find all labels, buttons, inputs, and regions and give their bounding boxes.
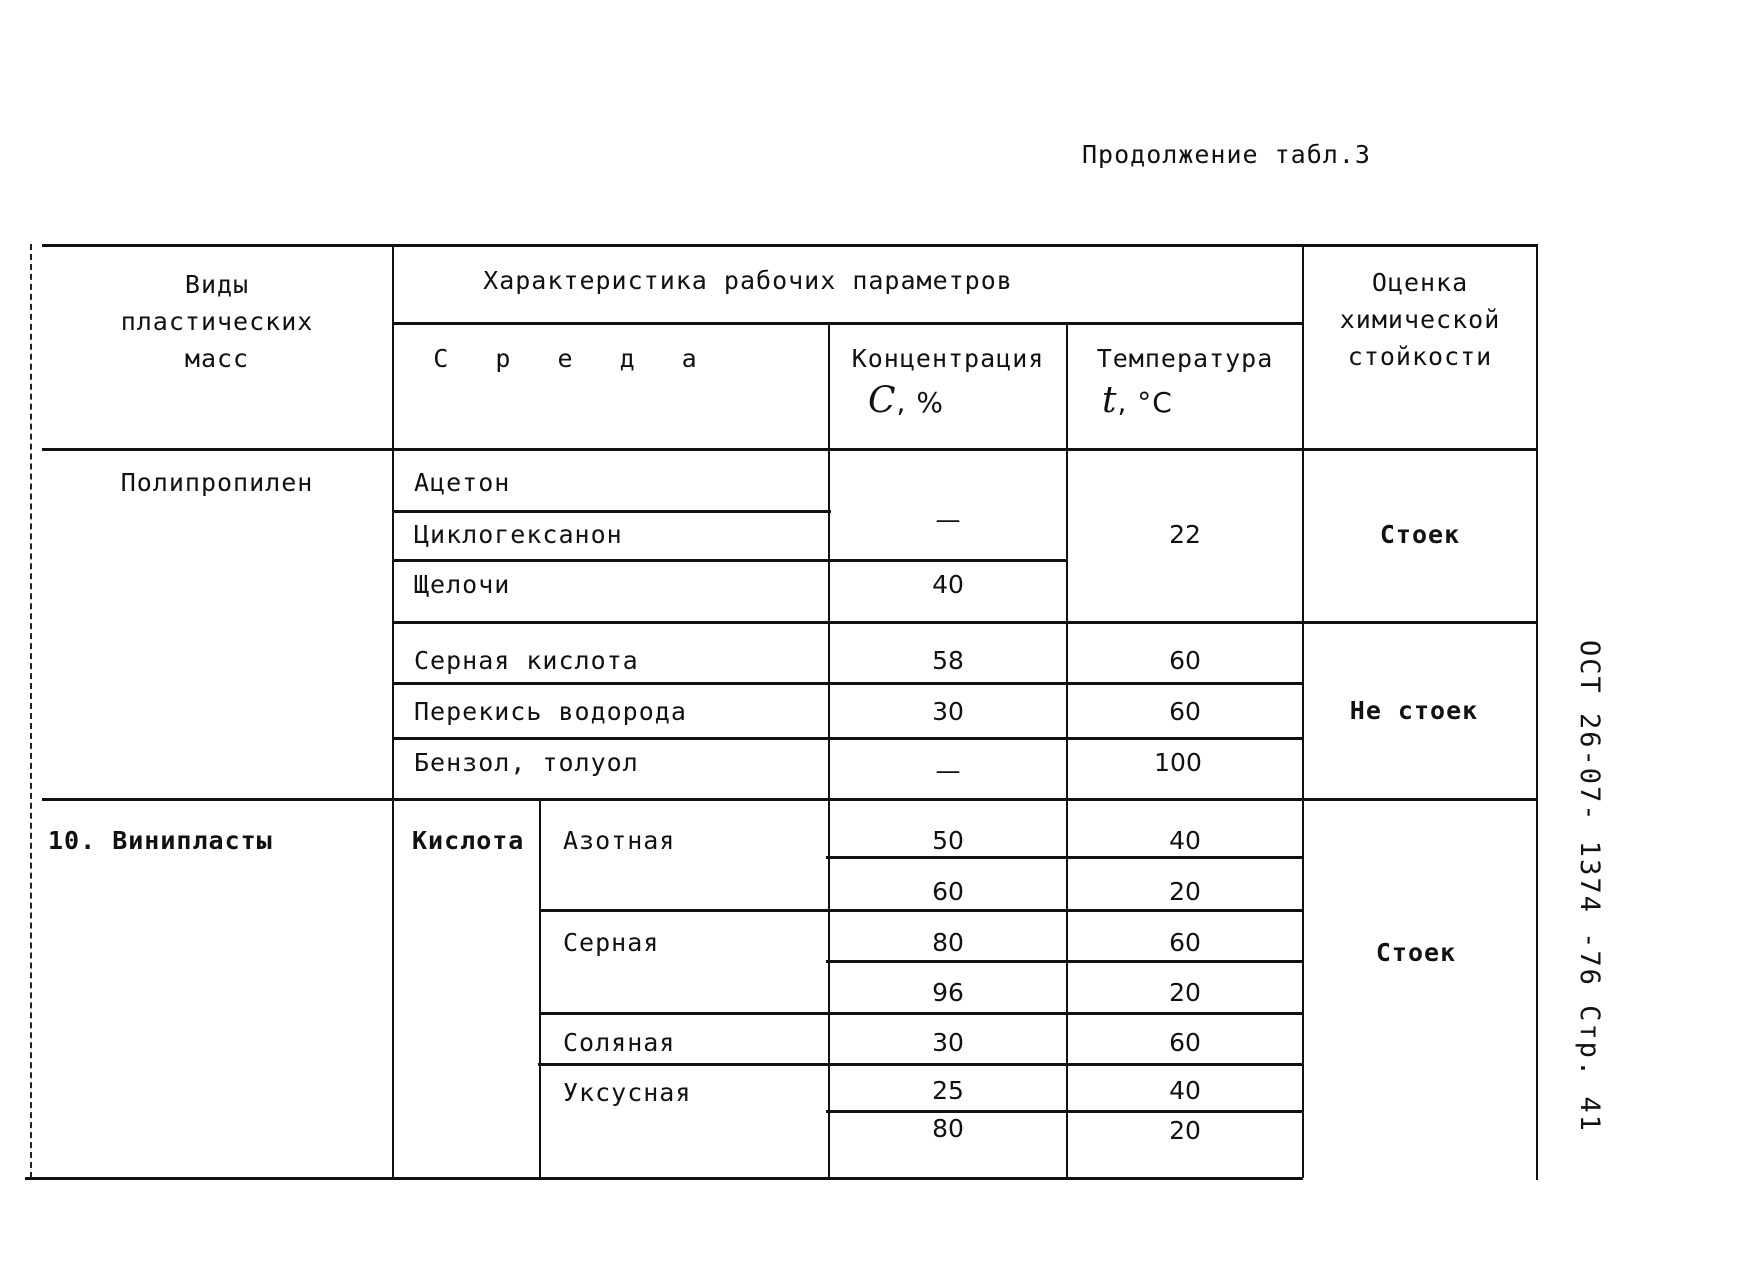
header-temperature: Температура	[1096, 344, 1274, 373]
rating-resistant: Стоек	[1379, 520, 1461, 549]
acid-name: Серная	[563, 928, 660, 957]
material-vinyl-plastics: 10. Винипласты	[48, 826, 273, 855]
rule-hydrochloric	[538, 1063, 1303, 1066]
concentration-value: 50	[932, 826, 964, 855]
temperature-value: 60	[1169, 1028, 1201, 1057]
temperature-value: 20	[1169, 978, 1201, 1007]
concentration-value: 30	[932, 1028, 964, 1057]
concentration-unit: , %	[896, 386, 944, 419]
rule-params	[393, 322, 1303, 325]
header-medium: С р е д а	[433, 344, 713, 373]
temperature-unit: , °С	[1117, 386, 1173, 419]
rule-top	[42, 244, 1536, 247]
acid-name: Азотная	[563, 826, 676, 855]
header-plastic-types-line: масс	[184, 344, 250, 373]
rule-bottom	[25, 1177, 1303, 1180]
rule-acetic	[826, 1110, 1303, 1113]
concentration-dash: —	[935, 505, 961, 534]
concentration-symbol: С	[868, 380, 897, 421]
temperature-value: 22	[1169, 520, 1201, 549]
acid-name: Соляная	[563, 1028, 676, 1057]
temperature-value: 60	[1169, 646, 1201, 675]
rule-sulfuric-a	[826, 960, 1303, 963]
concentration-value: 30	[932, 697, 964, 726]
concentration-value: 96	[932, 978, 964, 1007]
rule-aceton	[393, 510, 831, 513]
rule-col-acid-name	[539, 798, 541, 1178]
rule-left-edge	[30, 244, 32, 1178]
header-plastic-types-line: Виды	[184, 270, 250, 299]
temperature-value: 20	[1169, 1116, 1201, 1145]
temperature-value: 20	[1169, 877, 1201, 906]
rule-peroxide	[393, 737, 1303, 740]
medium-acid-group: Кислота	[412, 826, 525, 855]
medium-row: Перекись водорода	[414, 697, 687, 726]
concentration-value: 25	[932, 1076, 964, 1105]
concentration-dash: —	[935, 756, 961, 785]
document-side-label: ОСТ 26-07- 1374 -76 Стр. 41	[1574, 640, 1605, 1133]
header-concentration-units	[868, 380, 944, 421]
rule-sulfur	[393, 682, 1303, 685]
header-work-params: Характеристика рабочих параметров	[483, 266, 1013, 295]
header-plastic-types	[42, 266, 392, 377]
header-rating-line: Оценка	[1371, 268, 1469, 297]
medium-row: Бензол, толуол	[414, 748, 639, 777]
concentration-value: 58	[932, 646, 964, 675]
rule-alkali	[393, 621, 1536, 624]
medium-row: Серная кислота	[414, 646, 639, 675]
table-caption: Продолжение табл.3	[1082, 140, 1371, 169]
concentration-value: 40	[932, 570, 964, 599]
rating-not-resistant: Не стоек	[1349, 696, 1479, 725]
rule-nitric-b	[541, 909, 1303, 912]
temperature-value: 60	[1169, 697, 1201, 726]
temperature-symbol: t	[1102, 380, 1118, 421]
header-rating-line: химической	[1339, 305, 1501, 334]
medium-row: Щелочи	[414, 570, 511, 599]
rule-cyclo	[393, 559, 1068, 562]
temperature-value: 40	[1169, 826, 1201, 855]
medium-row: Ацетон	[414, 468, 511, 497]
rule-nitric-a	[826, 856, 1303, 859]
temperature-value: 60	[1169, 928, 1201, 957]
rule-col-medium	[392, 244, 394, 1178]
header-concentration: Концентрация	[851, 344, 1045, 373]
acid-name: Уксусная	[563, 1078, 692, 1107]
rule-right-edge	[1536, 244, 1538, 1180]
concentration-value: 80	[932, 928, 964, 957]
medium-row: Циклогексанон	[414, 520, 623, 549]
temperature-value: 100	[1154, 748, 1202, 777]
header-temperature-units	[1102, 380, 1173, 421]
rule-section-split	[42, 798, 1536, 801]
rating-resistant: Стоек	[1375, 938, 1457, 967]
concentration-value: 80	[932, 1114, 964, 1143]
concentration-value: 60	[932, 877, 964, 906]
rule-header-bottom	[42, 448, 1536, 451]
rule-sulfuric-b	[541, 1012, 1303, 1015]
header-plastic-types-line: пластических	[120, 307, 314, 336]
header-rating-line: стойкости	[1347, 342, 1493, 371]
material-polypropylene: Полипропилен	[120, 468, 314, 497]
temperature-value: 40	[1169, 1076, 1201, 1105]
header-resistance-rating	[1304, 264, 1536, 375]
